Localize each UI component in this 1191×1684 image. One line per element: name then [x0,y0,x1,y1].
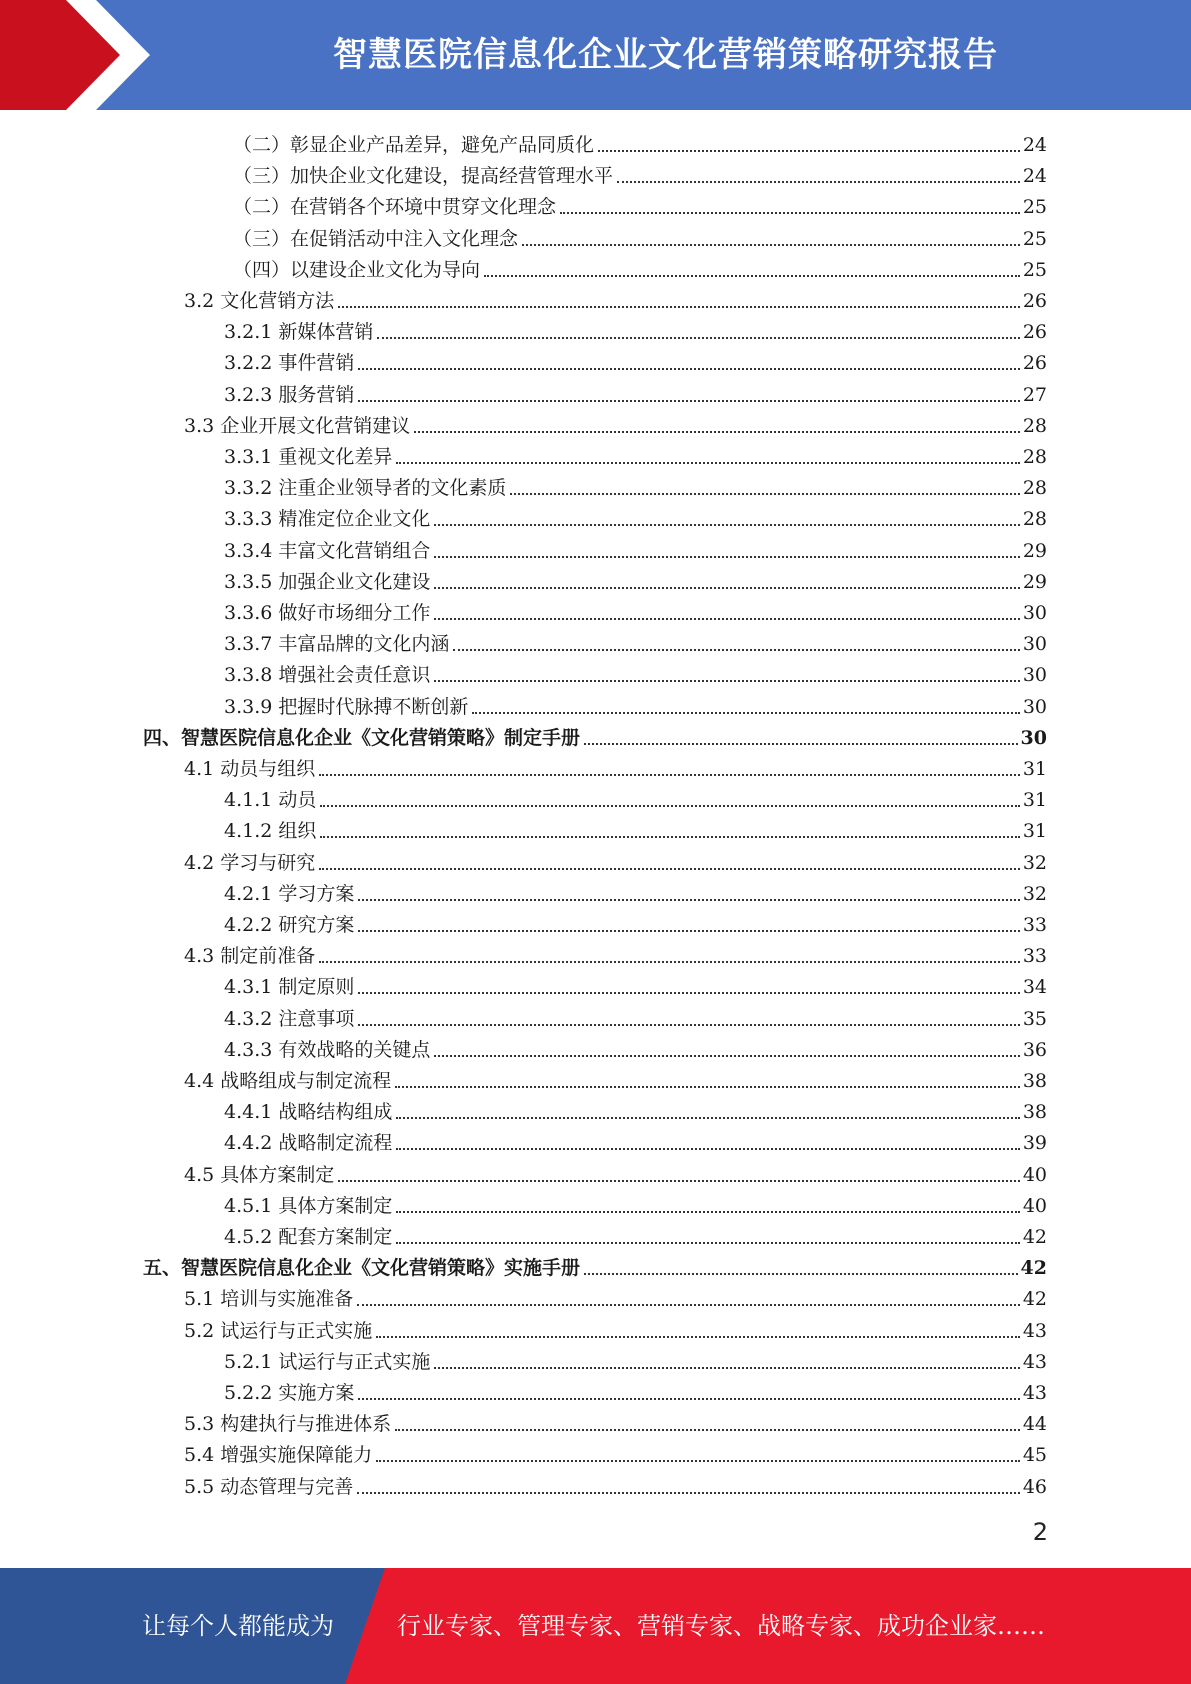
toc-entry[interactable] [233,188,1047,219]
toc-leader-dots [396,1241,1019,1244]
toc-leader-dots [377,336,1019,339]
toc-entry[interactable] [224,781,1047,812]
toc-entry[interactable] [224,656,1047,687]
toc-entry[interactable] [184,1062,1047,1093]
toc-entry-page: 33 [1022,914,1047,936]
toc-entry-title: 3.3.1 重视文化差异 [224,446,393,468]
header-title: 智慧医院信息化企业文化营销策略研究报告 [333,35,998,75]
toc-leader-dots [358,929,1019,932]
toc-entry-title: 5.2 试运行与正式实施 [184,1319,373,1342]
toc-leader-dots [396,1147,1019,1150]
toc-leader-dots [357,1491,1020,1494]
toc-leader-dots [434,555,1019,558]
toc-entry[interactable] [224,906,1047,937]
toc-entry[interactable] [184,750,1047,781]
toc-entry-page: 45 [1022,1444,1047,1467]
toc-entry-page: 43 [1022,1350,1047,1373]
toc-entry[interactable] [143,719,1047,750]
toc-leader-dots [414,430,1020,433]
toc-entry-page: 28 [1022,414,1047,437]
toc-entry-title: 3.3.2 注重企业领导者的文化素质 [224,477,507,500]
toc-entry-page: 32 [1022,851,1047,874]
toc-entry[interactable] [233,220,1047,251]
toc-leader-dots [434,586,1019,589]
toc-entry[interactable] [224,376,1047,407]
toc-entry-page: 42 [1020,1257,1047,1280]
toc-entry-page: 26 [1022,290,1047,312]
footer-slogan-right: 行业专家、管理专家、营销专家、战略专家、成功企业家…… [397,1612,1045,1640]
toc-entry-page: 29 [1022,570,1047,593]
toc-leader-dots [358,898,1019,901]
toc-entry[interactable] [224,1374,1047,1405]
toc-entry[interactable] [224,532,1047,563]
toc-leader-dots [560,211,1020,214]
toc-entry-page: 30 [1022,695,1047,718]
toc-leader-dots [319,773,1020,776]
page-footer [0,1568,1191,1684]
toc-entry-title: 3.2 文化营销方法 [184,290,335,312]
toc-leader-dots [395,1428,1020,1431]
toc-entry-page: 32 [1022,882,1047,905]
toc-entry-title: 4.2.1 学习方案 [224,882,355,905]
toc-entry-page: 35 [1022,1007,1047,1030]
toc-entry-page: 29 [1022,539,1047,562]
toc-entry[interactable] [224,968,1047,999]
toc-entry-title: 四、智慧医院信息化企业《文化营销策略》制定手册 [143,726,581,749]
toc-entry-page: 36 [1022,1038,1047,1061]
toc-entry[interactable] [224,438,1047,469]
toc-entry-page: 27 [1022,383,1047,406]
toc-entry-title: 4.5 具体方案制定 [184,1163,335,1186]
toc-entry-page: 31 [1022,820,1047,843]
toc-entry-page: 25 [1022,258,1047,281]
toc-leader-dots [434,523,1019,526]
toc-entry-title: 3.3 企业开展文化营销建议 [184,414,411,437]
toc-entry[interactable] [224,625,1047,656]
toc-entry-page: 26 [1022,321,1047,344]
toc-leader-dots [319,960,1020,963]
toc-leader-dots [338,1179,1020,1182]
toc-entry-page: 31 [1022,789,1047,812]
toc-leader-dots [510,492,1019,495]
toc-leader-dots [320,804,1019,807]
toc-entry-title: 3.3.8 增强社会责任意识 [224,664,431,687]
toc-entry-title: 4.2.2 研究方案 [224,914,355,936]
toc-entry-title: 3.2.3 服务营销 [224,383,355,406]
toc-entry-title: 3.2.1 新媒体营销 [224,321,374,344]
toc-entry-title: 3.3.7 丰富品牌的文化内涵 [224,633,450,656]
toc-entry-title: 5.2.1 试运行与正式实施 [224,1350,431,1373]
toc-entry[interactable] [184,1436,1047,1467]
toc-entry-page: 34 [1022,976,1047,999]
toc-entry[interactable] [184,937,1047,968]
toc-entry-title: （二）在营销各个环境中贯穿文化理念 [233,196,557,219]
toc-entry[interactable] [184,1312,1047,1343]
toc-entry[interactable] [184,407,1047,438]
toc-entry-title: 5.1 培训与实施准备 [184,1288,354,1311]
toc-entry-title: 3.3.3 精准定位企业文化 [224,508,431,531]
toc-entry-page: 30 [1022,602,1047,624]
footer-slogan-left: 让每个人都能成为 [142,1612,334,1640]
toc-entry-title: 4.1 动员与组织 [184,758,316,780]
toc-entry-page: 33 [1022,945,1047,968]
toc-entry[interactable] [184,1468,1047,1499]
toc-entry-title: 3.3.5 加强企业文化建设 [224,570,431,593]
toc-leader-dots [434,617,1019,620]
toc-leader-dots [358,991,1019,994]
toc-leader-dots [358,399,1019,402]
toc-entry-title: （三）在促销活动中注入文化理念 [233,227,519,250]
toc-entry[interactable] [224,812,1047,843]
toc-leader-dots [338,305,1020,308]
toc-leader-dots [484,274,1020,277]
toc-leader-dots [320,835,1019,838]
toc-entry-title: 3.3.4 丰富文化营销组合 [224,539,431,562]
toc-leader-dots [376,1459,1020,1462]
toc-entry-page: 30 [1020,726,1047,749]
toc-leader-dots [522,243,1020,246]
toc-leader-dots [453,648,1019,651]
toc-entry[interactable] [224,1187,1047,1218]
toc-entry-title: 4.4.1 战略结构组成 [224,1101,393,1124]
toc-entry-title: 4.3.1 制定原则 [224,976,355,999]
toc-entry[interactable] [184,1405,1047,1436]
toc-leader-dots [617,180,1020,183]
toc-leader-dots [598,149,1020,152]
toc-entry-page: 24 [1022,165,1047,188]
toc-entry[interactable] [184,282,1047,313]
toc-entry-title: 5.5 动态管理与完善 [184,1475,354,1498]
toc-entry-title: 4.3.3 有效战略的关键点 [224,1038,431,1061]
toc-entry-page: 38 [1022,1101,1047,1124]
toc-entry[interactable] [184,1280,1047,1311]
toc-leader-dots [357,1303,1020,1306]
toc-entry[interactable] [224,500,1047,531]
toc-entry[interactable] [224,469,1047,500]
toc-entry-title: （四）以建设企业文化为导向 [233,258,481,281]
toc-leader-dots [434,1366,1019,1369]
toc-entry-page: 43 [1022,1382,1047,1404]
toc-entry-title: （三）加快企业文化建设，提高经营管理水平 [233,165,614,188]
toc-entry[interactable] [224,1343,1047,1374]
toc-entry[interactable] [224,1218,1047,1249]
toc-entry-page: 39 [1022,1132,1047,1155]
toc-entry-page: 28 [1022,446,1047,468]
page-number: 2 [1032,1518,1048,1546]
toc-entry-title: 4.3.2 注意事项 [224,1007,355,1030]
toc-leader-dots [434,679,1019,682]
toc-entry-title: 3.3.6 做好市场细分工作 [224,602,431,624]
toc-leader-dots [376,1335,1020,1338]
toc-entry-page: 43 [1022,1319,1047,1342]
toc-entry[interactable] [224,1031,1047,1062]
toc-entry-page: 44 [1022,1413,1047,1436]
toc-leader-dots [396,1116,1019,1119]
toc-entry-page: 46 [1022,1475,1047,1498]
toc-leader-dots [358,1023,1019,1026]
toc-entry-title: 4.4.2 战略制定流程 [224,1132,393,1155]
toc-entry[interactable] [224,1124,1047,1155]
toc-entry-title: 3.2.2 事件营销 [224,352,355,375]
toc-entry-title: 4.1.2 组织 [224,820,317,843]
page-header [0,0,1191,110]
toc-entry-page: 42 [1022,1226,1047,1248]
toc-entry-title: 3.3.9 把握时代脉搏不断创新 [224,695,469,718]
toc-entry[interactable] [224,688,1047,719]
toc-entry[interactable] [224,563,1047,594]
toc-entry-page: 30 [1022,664,1047,687]
toc-entry-page: 31 [1022,758,1047,780]
toc-entry-title: （二）彰显企业产品差异，避免产品同质化 [233,134,595,156]
toc-entry-page: 24 [1022,134,1047,156]
toc-entry-title: 4.5.1 具体方案制定 [224,1194,393,1217]
toc-entry-page: 40 [1022,1163,1047,1186]
toc-entry[interactable] [143,1249,1047,1280]
toc-entry[interactable] [233,126,1047,157]
toc-entry-page: 40 [1022,1194,1047,1217]
toc-entry-page: 38 [1022,1070,1047,1092]
toc-entry-title: 5.2.2 实施方案 [224,1382,355,1404]
toc-entry[interactable] [224,1093,1047,1124]
toc-entry-title: 5.3 构建执行与推进体系 [184,1413,392,1436]
toc-entry-title: 4.3 制定前准备 [184,945,316,968]
toc-entry-title: 五、智慧医院信息化企业《文化营销策略》实施手册 [143,1257,581,1280]
toc-entry[interactable] [233,251,1047,282]
toc-leader-dots [472,711,1019,714]
toc-entry[interactable] [224,1000,1047,1031]
toc-entry-title: 4.1.1 动员 [224,789,317,812]
toc-entry-page: 26 [1022,352,1047,375]
toc-entry-page: 25 [1022,196,1047,219]
toc-leader-dots [358,367,1019,370]
toc-leader-dots [434,1054,1019,1057]
toc-entry[interactable] [224,313,1047,344]
toc-entry-title: 4.2 学习与研究 [184,851,316,874]
toc-leader-dots [395,1085,1020,1088]
header-chevron-icon [0,0,160,110]
toc-entry-title: 4.4 战略组成与制定流程 [184,1070,392,1092]
toc-entry[interactable] [224,344,1047,375]
toc-leader-dots [584,1272,1018,1275]
toc-entry-title: 4.5.2 配套方案制定 [224,1226,393,1248]
toc-leader-dots [396,461,1019,464]
toc-entry[interactable] [233,157,1047,188]
toc-leader-dots [396,1210,1019,1213]
toc-entry-page: 42 [1022,1288,1047,1311]
toc-entry-title: 5.4 增强实施保障能力 [184,1444,373,1467]
toc-entry[interactable] [224,594,1047,625]
toc-entry-page: 25 [1022,227,1047,250]
toc-entry[interactable] [224,875,1047,906]
toc-entry[interactable] [184,1156,1047,1187]
toc-leader-dots [358,1397,1019,1400]
toc-leader-dots [584,742,1018,745]
toc-entry[interactable] [184,844,1047,875]
toc-entry-page: 28 [1022,508,1047,531]
toc-leader-dots [319,867,1020,870]
toc-entry-page: 28 [1022,477,1047,500]
toc-entry-page: 30 [1022,633,1047,656]
